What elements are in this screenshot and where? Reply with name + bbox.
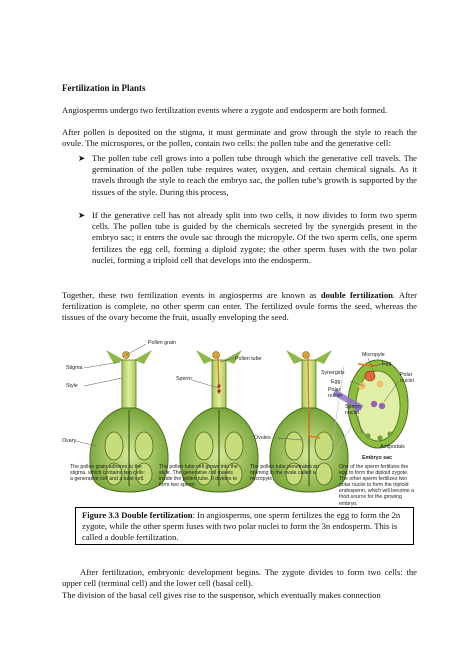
label-embryo-sac: Embryo sac [362,455,393,461]
step-caption-2: The pollen tube cell grows into the style. The generative cell travels inside the pollen tube. It divides to form two sperm. [159,464,238,489]
label-pollen-grain: Pollen grain [148,340,176,346]
label-style: Style [66,383,78,389]
section-heading: Fertilization in Plants [62,83,146,93]
paragraph-double-fertilization [62,290,417,324]
step-caption-3: The pollen tube penetrates an opening in the ovule called a micropyle. [250,464,319,483]
label-egg: Egg [331,379,341,385]
figure-caption-text: : In angiosperms, one sperm fertilizes the egg to form the 2n zygote, while the other sperm fuses with two polar nuclei to form the 3n endosperm. This is called a double fertilization. [82,510,401,542]
paragraph-intro: Angiosperms undergo two fertilization events where a zygote and endosperm are both formed. [62,105,388,115]
paragraph-basal-cell: The division of the basal cell gives rise to the suspensor, which eventually makes connection [62,590,381,600]
label-stigma: Stigma [66,365,83,371]
bullet-text: The pollen tube cell grows into a pollen tube through which the generative cell travels. The germination of the pollen tube requires water, oxygen, and certain chemical signals. As it travels through the style to reach the embryo sac, the pollen tube’s growth is supported by the tissues of the style. During this process, [92,153,417,197]
figure-caption-box [75,507,414,545]
arrow-bullet-icon: ➤ [78,210,86,220]
label-micropyle: Micropyle [362,352,385,358]
para3-bold-term: double fertilization [320,290,393,300]
bullet-pollen-tube [78,153,417,198]
bullet-text: If the generative cell has not already split into two cells, it now divides to form two sperm cells. The pollen tube is guided by the chemicals secreted by the synergids present in the embryo sac; it enters the ovule sac through the micropyle. Of the two sperm cells, one sperm fertilizes the egg cell, forming a diploid zygote; the other sperm fuses with the two polar nuclei, forming a triploid cell that develops into the endosperm. [92,210,417,265]
label-pollen-tube: Pollen tube [235,356,262,362]
para3-start: Together, these two fertilization events in angiosperms are known as [62,290,317,300]
paragraph-embryonic: After fertilization, embryonic development begins. The zygote divides to form two cells: the upper cell (terminal cell) and the lower cell (basal cell). [62,567,417,589]
label-sperm: Sperm [176,376,192,382]
label-sperm-nuclei: Sperm nuclei [345,404,361,416]
label-ovules: Ovules [254,435,271,441]
paragraph-pollen: After pollen is deposited on the stigma, it must germinate and grow through the style to reach the ovule. The microspores, or the pollen, contain two cells: the pollen tube and the generative cell: [62,127,417,149]
figure-caption-label: Figure 3.3 Double fertilization [82,510,193,520]
label-polar-nuclei-left: Polar nuclei [328,387,342,399]
para3-end: . After fertilization is complete, no other sperm can enter. The fertilized ovule forms the seed, whereas the tissues of the ovary become the fruit, usually enveloping the seed. [62,290,417,323]
step-caption-4: One of the sperm fertilizes the egg to form the diploid zygote. The other sperm fertilizes two polar nuclei to form the triploid endosperm, which will become a food source for the growing embryo. [339,464,414,507]
label-polar-nuclei-right: Polar nuclei [400,372,414,384]
label-antipodals: Antipodals [380,444,405,450]
label-egg-top: Egg [382,361,392,367]
label-ovary: Ovary [62,438,77,444]
step-caption-1: The pollen grain adheres to the stigma, which contains two cells: a generative cell and a tube cell. [70,464,145,483]
arrow-bullet-icon: ➤ [78,153,86,163]
bullet-generative-cell [78,210,417,266]
label-synergids: Synergids [321,370,345,376]
